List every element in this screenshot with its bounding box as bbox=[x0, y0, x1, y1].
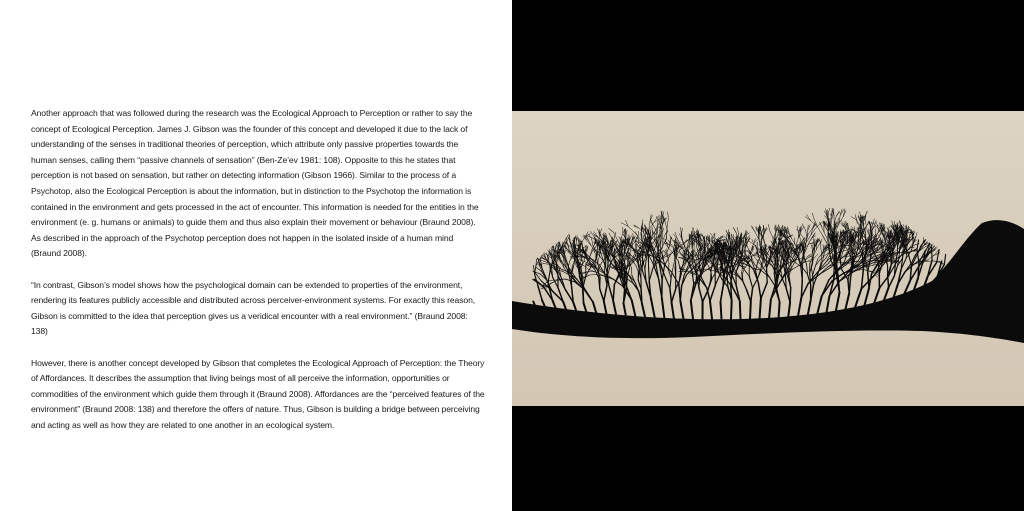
paragraph-affordances: However, there is another concept developed by Gibson that completes the Ecological Approach of Perception: the Theory of Affordances. It describes the assumption that living beings most of all perceive the information, opportunities or commodities of the environment which guide them through it (Braund 2008). Affordances are the “perceived features of the environment” (Braund 2008: 138) and therefore the offers of nature. Thus, Gibson is building a bridge between perceiving and acting as well as how they are related to one another in an ecological system. bbox=[31, 357, 485, 430]
vein-segment bbox=[670, 278, 671, 288]
vein-segment bbox=[631, 248, 632, 252]
vein-segment bbox=[662, 228, 663, 233]
vein-segment bbox=[750, 302, 751, 319]
vein-segment bbox=[876, 232, 879, 236]
vein-segment bbox=[838, 234, 839, 238]
vein-segment bbox=[538, 286, 542, 301]
vein-segment bbox=[670, 235, 673, 241]
vein-segment bbox=[761, 283, 767, 299]
vein-segment bbox=[577, 235, 578, 240]
vein-segment bbox=[840, 210, 844, 216]
vein-segment bbox=[600, 289, 604, 302]
vein-segment bbox=[824, 232, 827, 239]
vein-segment bbox=[786, 267, 787, 276]
vein-segment bbox=[665, 221, 667, 229]
vein-segment bbox=[552, 268, 553, 278]
leaf-vein-photo bbox=[512, 111, 1024, 406]
vein-segment bbox=[742, 269, 744, 274]
vein-segment bbox=[808, 260, 811, 262]
vein-segment bbox=[752, 227, 755, 232]
vein-segment bbox=[710, 301, 712, 319]
vein-segment bbox=[691, 301, 693, 320]
vein-segment bbox=[760, 299, 761, 320]
vein-segment bbox=[803, 225, 806, 230]
vein-segment bbox=[587, 236, 594, 239]
vein-segment bbox=[715, 274, 720, 285]
leaf-silhouette bbox=[512, 220, 1024, 343]
vein-segment bbox=[916, 233, 917, 238]
vein-segment bbox=[740, 301, 741, 319]
vein-segment bbox=[807, 215, 811, 221]
vein-segment bbox=[595, 269, 599, 278]
vein-segment bbox=[733, 227, 736, 233]
vein-segment bbox=[755, 232, 759, 239]
vein-segment bbox=[737, 228, 738, 234]
vein-segment bbox=[575, 236, 576, 241]
vein-segment bbox=[672, 263, 674, 270]
vein-segment bbox=[861, 270, 863, 289]
vein-segment bbox=[828, 208, 830, 215]
vein-segment bbox=[609, 233, 611, 237]
vein-segment bbox=[868, 272, 869, 288]
vein-segment bbox=[888, 275, 889, 287]
vein-segment bbox=[665, 277, 670, 289]
vein-segment bbox=[845, 246, 848, 251]
vein-segment bbox=[778, 258, 779, 264]
vein-segment bbox=[598, 256, 600, 262]
vein-segment bbox=[807, 242, 810, 248]
vein-segment bbox=[664, 264, 671, 272]
vein-segment bbox=[628, 226, 635, 232]
vein-segment bbox=[899, 244, 900, 250]
vein-segment bbox=[589, 275, 595, 276]
vein-segment bbox=[738, 235, 739, 240]
vein-segment bbox=[667, 219, 668, 228]
vein-segment bbox=[813, 266, 816, 275]
vein-segment bbox=[863, 255, 864, 270]
vein-segment bbox=[827, 232, 828, 239]
vein-segment bbox=[721, 302, 722, 319]
vein-segment bbox=[887, 228, 889, 232]
vein-segment bbox=[633, 261, 636, 266]
vein-segment bbox=[675, 232, 678, 239]
vein-segment bbox=[859, 253, 862, 261]
vein-segment bbox=[917, 240, 919, 250]
vein-segment bbox=[668, 212, 669, 219]
vein-segment bbox=[836, 212, 839, 216]
vein-segment bbox=[865, 211, 868, 217]
vein-segment bbox=[762, 228, 764, 233]
vein-segment bbox=[643, 235, 644, 242]
right-page bbox=[512, 0, 1024, 511]
vein-segment bbox=[533, 271, 540, 273]
vein-segment bbox=[889, 227, 890, 232]
vein-segment bbox=[696, 254, 697, 257]
vein-segment bbox=[814, 239, 815, 243]
vein-segment bbox=[849, 279, 850, 294]
vein-segment bbox=[800, 233, 804, 239]
vein-segment bbox=[670, 288, 672, 302]
vein-segment bbox=[541, 260, 544, 261]
vein-segment bbox=[551, 246, 552, 250]
vein-segment bbox=[838, 274, 840, 292]
vein-segment bbox=[636, 266, 638, 272]
vein-segment bbox=[821, 239, 823, 243]
vein-segment bbox=[944, 255, 945, 265]
vein-segment bbox=[758, 283, 761, 299]
vein-segment bbox=[631, 250, 638, 251]
vein-segment bbox=[841, 242, 842, 248]
vein-segment bbox=[576, 241, 577, 248]
vein-segment bbox=[672, 302, 675, 319]
leaf-veins bbox=[533, 208, 946, 319]
vein-segment bbox=[557, 242, 560, 245]
vein-segment bbox=[731, 285, 732, 301]
article-text bbox=[31, 106, 485, 449]
vein-segment bbox=[606, 235, 607, 240]
vein-segment bbox=[731, 301, 732, 319]
vein-segment bbox=[674, 257, 675, 263]
vein-segment bbox=[672, 289, 676, 303]
vein-segment bbox=[829, 239, 830, 249]
vein-segment bbox=[793, 265, 800, 269]
vein-segment bbox=[641, 289, 642, 303]
vein-segment bbox=[613, 284, 614, 300]
vein-segment bbox=[592, 239, 593, 246]
vein-segment bbox=[815, 224, 820, 229]
vein-segment bbox=[579, 239, 582, 243]
vein-segment bbox=[815, 259, 820, 266]
vein-segment bbox=[761, 239, 762, 247]
vein-segment bbox=[550, 280, 557, 281]
vein-segment bbox=[889, 276, 895, 288]
vein-segment bbox=[638, 231, 639, 236]
vein-segment bbox=[786, 288, 790, 302]
vein-segment bbox=[789, 233, 792, 239]
vein-segment bbox=[812, 213, 814, 219]
vein-segment bbox=[710, 233, 714, 238]
vein-segment bbox=[667, 229, 668, 239]
vein-segment bbox=[751, 288, 753, 302]
vein-segment bbox=[662, 298, 665, 319]
vein-segment bbox=[553, 278, 558, 288]
vein-segment bbox=[642, 260, 643, 271]
vein-segment bbox=[649, 267, 650, 281]
vein-segment bbox=[770, 231, 773, 238]
vein-segment bbox=[865, 220, 866, 226]
vein-segment bbox=[815, 259, 818, 266]
vein-segment bbox=[651, 298, 655, 319]
vein-segment bbox=[744, 265, 746, 269]
paragraph-ecological-perception: Another approach that was followed during the research was the Ecological Approach to Perception or rather to say the concept of Ecological Perception. James J. Gibson was the founder of this concept and developed it due to the lack of understanding of the senses in traditional theories of perception, which attribute only passive properties towards the human senses, calling them “passive channels of sensation” (Ben-Ze’ev 1981: 108). Opposite to this he states that perception is not based on sensation, but rather on detecting information (Gibson 1966). Similar to the process of a Psychotop, also the Ecological Perception is about the information, but in distinction to the Psychotop the information is contained in the environment and gets processed in the act of encounter. This information is needed for the entities in the environment (e. g. humans or animals) to guide them and thus also explain their movement or behaviour (Braund 2008). As described in the approach of the Psychotop perception does not happen in the isolated inside of a human mind (Braund 2008). bbox=[31, 108, 479, 259]
vein-segment bbox=[805, 217, 811, 221]
paragraph-gibson-quote: “In contrast, Gibson’s model shows how the psychological domain can be extended to properties of the environment, rendering its features publicly accessible and distributed across perceiver-environment systems. For exactly this reason, Gibson is committed to the idea that perception gives us a veridical encounter with a real environment.” (Braund 2008: 138) bbox=[31, 279, 476, 337]
vein-segment bbox=[702, 243, 703, 248]
vein-segment bbox=[818, 254, 822, 259]
vein-segment bbox=[806, 231, 807, 238]
vein-segment bbox=[832, 214, 833, 220]
vein-segment bbox=[838, 218, 839, 223]
vein-segment bbox=[931, 246, 932, 260]
vein-segment bbox=[710, 285, 715, 301]
vein-segment bbox=[747, 290, 751, 302]
vein-segment bbox=[816, 254, 818, 257]
vein-segment bbox=[768, 224, 770, 231]
vein-segment bbox=[680, 301, 683, 320]
vein-segment bbox=[585, 290, 594, 302]
vein-segment bbox=[588, 240, 591, 246]
vein-segment bbox=[597, 229, 600, 235]
vein-segment bbox=[699, 287, 703, 302]
vein-segment bbox=[779, 302, 780, 319]
vein-segment bbox=[863, 269, 870, 271]
vein-segment bbox=[875, 229, 876, 232]
vein-segment bbox=[583, 289, 584, 303]
vein-segment bbox=[840, 209, 842, 215]
vein-segment bbox=[595, 253, 596, 257]
vein-segment bbox=[604, 285, 607, 301]
vein-segment bbox=[836, 293, 840, 314]
vein-segment bbox=[649, 268, 653, 281]
vein-segment bbox=[813, 275, 814, 286]
vein-segment bbox=[811, 267, 812, 276]
vein-segment bbox=[817, 227, 822, 236]
vein-segment bbox=[662, 233, 663, 240]
leaf-skeleton-image bbox=[512, 111, 1024, 406]
vein-segment bbox=[769, 299, 771, 319]
vein-segment bbox=[827, 210, 828, 216]
vein-segment bbox=[749, 276, 752, 288]
vein-segment bbox=[679, 284, 681, 300]
vein-segment bbox=[743, 281, 747, 290]
vein-segment bbox=[856, 217, 857, 223]
vein-segment bbox=[809, 238, 812, 242]
vein-segment bbox=[870, 222, 871, 226]
vein-segment bbox=[609, 229, 614, 233]
